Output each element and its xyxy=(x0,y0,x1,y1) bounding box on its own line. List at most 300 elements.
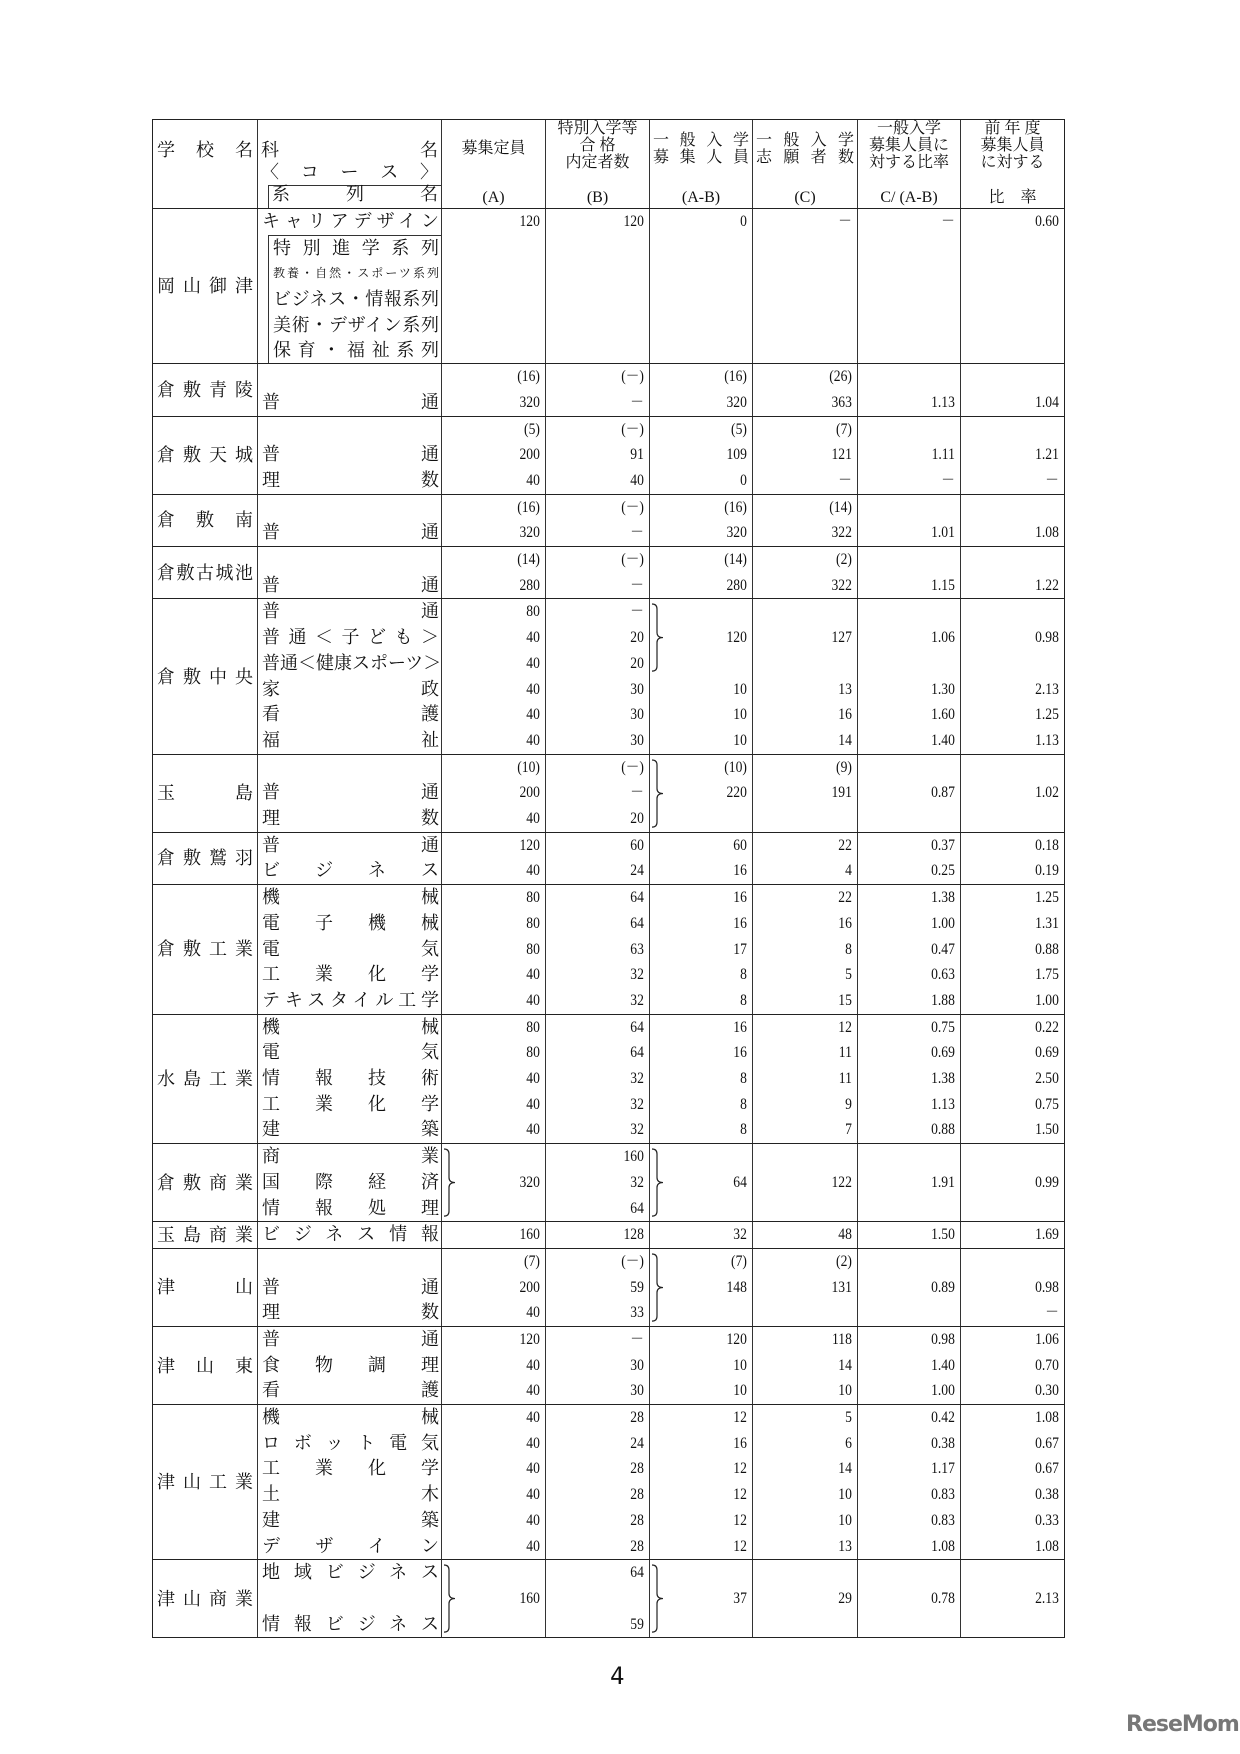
applicants-column xyxy=(752,1144,857,1221)
header-applicants xyxy=(752,120,857,208)
prev-ratio-value: 0.98 xyxy=(1035,629,1059,647)
special-admitted-value: 32 xyxy=(630,1070,644,1087)
prev-ratio-column xyxy=(960,1405,1064,1559)
capacity-value: 40 xyxy=(526,706,540,724)
special-admitted-value: 30 xyxy=(630,1382,644,1400)
capacity-value: 40 xyxy=(526,1486,540,1504)
ratio-value xyxy=(873,1249,960,1275)
applicants-value: 127 xyxy=(831,629,852,647)
special-admitted-value: 64 xyxy=(630,1044,644,1062)
ratio-value: 0.87 xyxy=(931,784,955,802)
school-group xyxy=(153,598,1064,753)
capacity-column xyxy=(441,1222,545,1248)
course-column xyxy=(257,1327,441,1404)
capacity-column xyxy=(441,364,545,415)
capacity-value: 40 xyxy=(526,966,540,984)
applicants-value: (2) xyxy=(836,551,852,569)
course-name: 家政 xyxy=(262,678,439,699)
applicants-value: － xyxy=(838,213,852,230)
capacity-value: 80 xyxy=(526,940,540,958)
capacity-value: 80 xyxy=(526,914,540,932)
general-capacity-value: 12 xyxy=(733,1409,747,1427)
general-capacity-value xyxy=(665,312,752,338)
special-admitted-value: 28 xyxy=(630,1537,644,1555)
brace-icon xyxy=(651,1253,667,1322)
course-name: 普通 xyxy=(262,574,439,595)
course-name: 建築 xyxy=(262,1509,439,1530)
ratio-value: 1.13 xyxy=(931,1095,955,1113)
capacity-value xyxy=(457,260,545,286)
prev-ratio-value xyxy=(976,1144,1064,1170)
header-general-capacity xyxy=(649,120,752,208)
special-admitted-value: － xyxy=(630,524,644,542)
school-name: 倉敷商業 xyxy=(157,1172,253,1193)
special-admitted-value: 28 xyxy=(630,1460,644,1478)
ratio-value xyxy=(873,1144,960,1170)
applicants-value: 16 xyxy=(838,706,852,724)
general-capacity-value: (16) xyxy=(724,498,747,516)
capacity-column xyxy=(441,833,545,884)
special-admitted-value: 128 xyxy=(623,1226,644,1244)
special-admitted-value xyxy=(561,260,649,286)
school-cell xyxy=(153,209,257,363)
ratio-column xyxy=(857,833,960,884)
header-b-code: (B) xyxy=(586,189,609,206)
course-column xyxy=(257,1560,441,1637)
applicants-value: 22 xyxy=(838,889,852,907)
prev-ratio-value: 0.67 xyxy=(1035,1460,1059,1478)
capacity-value: 40 xyxy=(526,471,540,489)
general-capacity-value: 12 xyxy=(733,1460,747,1478)
special-admitted-value: 60 xyxy=(630,836,644,854)
general-capacity-value xyxy=(665,1300,752,1326)
general-capacity-value xyxy=(665,599,752,625)
capacity-value: 80 xyxy=(526,889,540,907)
course-name xyxy=(258,1249,441,1275)
school-name: 津山 xyxy=(157,1277,253,1298)
ratio-value: 0.83 xyxy=(931,1511,955,1529)
course-name: 普通 xyxy=(262,444,439,465)
prev-ratio-value xyxy=(976,755,1064,781)
ratio-column xyxy=(857,547,960,598)
capacity-value: 40 xyxy=(526,1537,540,1555)
prev-ratio-value: 0.98 xyxy=(1035,1278,1059,1296)
ratio-value xyxy=(873,235,960,261)
special-admitted-value: 91 xyxy=(630,446,644,464)
ratio-column xyxy=(857,364,960,415)
capacity-value: 280 xyxy=(519,576,540,594)
capacity-value: 120 xyxy=(519,836,540,854)
course-name: 地域ビジネス xyxy=(262,1562,439,1583)
course-name: 工業化学 xyxy=(262,1458,439,1479)
general-capacity-column xyxy=(649,1015,752,1144)
prev-ratio-value xyxy=(976,417,1064,443)
capacity-value xyxy=(457,1196,545,1222)
applicants-value: 15 xyxy=(838,991,852,1009)
special-admitted-value: (－) xyxy=(621,368,644,386)
prev-ratio-value: 0.60 xyxy=(1035,213,1059,230)
general-capacity-value xyxy=(665,260,752,286)
general-capacity-value: 320 xyxy=(726,393,747,411)
general-capacity-value: 16 xyxy=(733,1018,747,1036)
applicants-value: (2) xyxy=(836,1252,852,1270)
course-column xyxy=(257,1222,441,1248)
school-group xyxy=(153,363,1064,415)
ratio-value: 1.08 xyxy=(931,1537,955,1555)
ratio-value: 0.37 xyxy=(931,836,955,854)
applicants-value: (9) xyxy=(836,758,852,776)
course-column xyxy=(257,599,441,753)
applicants-value: (14) xyxy=(829,498,852,516)
prev-ratio-value xyxy=(976,806,1064,832)
table-header xyxy=(153,120,1064,208)
applicants-value: 12 xyxy=(838,1018,852,1036)
school-name: 津山商業 xyxy=(157,1588,253,1609)
ratio-value xyxy=(873,495,960,521)
capacity-column xyxy=(441,885,545,1014)
prev-ratio-value: 0.69 xyxy=(1035,1044,1059,1062)
school-group xyxy=(153,1404,1064,1559)
general-capacity-value: 37 xyxy=(733,1589,747,1607)
general-capacity-value: 120 xyxy=(726,1331,747,1348)
general-capacity-value: 320 xyxy=(726,524,747,542)
admissions-table xyxy=(152,119,1065,1638)
capacity-value: 40 xyxy=(526,731,540,749)
general-capacity-value: 8 xyxy=(740,966,747,984)
school-name: 津山工業 xyxy=(157,1472,253,1493)
special-admitted-value: 32 xyxy=(630,1121,644,1139)
prev-ratio-value xyxy=(976,547,1064,573)
special-admitted-value: － xyxy=(630,393,644,411)
school-group xyxy=(153,884,1064,1014)
school-group xyxy=(153,1248,1064,1326)
course-name: ビジネス・情報系列 xyxy=(268,287,441,313)
applicants-value xyxy=(769,312,857,338)
applicants-value: 22 xyxy=(838,836,852,854)
special-admitted-column xyxy=(545,833,649,884)
applicants-value xyxy=(769,286,857,312)
special-admitted-value: 59 xyxy=(630,1278,644,1296)
course-name: 美術・デザイン系列 xyxy=(268,313,441,339)
course-name: 普通 xyxy=(262,391,439,412)
special-admitted-value xyxy=(561,312,649,338)
prev-ratio-value: 1.13 xyxy=(1035,731,1059,749)
prev-ratio-value: 2.13 xyxy=(1035,680,1059,698)
applicants-value: 10 xyxy=(838,1511,852,1529)
capacity-value: (16) xyxy=(517,368,540,386)
course-column xyxy=(257,417,441,494)
special-admitted-column xyxy=(545,547,649,598)
ratio-value: 1.40 xyxy=(931,1356,955,1374)
prev-ratio-value: 1.06 xyxy=(1035,1331,1059,1348)
applicants-value: 48 xyxy=(838,1226,852,1244)
course-name: 情報技術 xyxy=(262,1068,439,1088)
ratio-column xyxy=(857,1405,960,1559)
prev-ratio-value: 0.75 xyxy=(1035,1095,1059,1113)
general-capacity-column xyxy=(649,417,752,494)
general-capacity-value: 0 xyxy=(740,471,747,489)
special-admitted-value: 28 xyxy=(630,1486,644,1504)
capacity-value: 320 xyxy=(519,524,540,542)
special-admitted-value: (－) xyxy=(621,758,644,776)
course-column xyxy=(257,364,441,415)
capacity-value xyxy=(457,337,545,363)
course-name: 特別進学系列 xyxy=(268,235,441,262)
ratio-value xyxy=(873,651,960,677)
general-capacity-value: 16 xyxy=(733,914,747,932)
prev-ratio-value: 1.21 xyxy=(1035,446,1059,464)
general-capacity-column xyxy=(649,495,752,546)
ratio-value: 0.47 xyxy=(931,940,955,958)
school-cell xyxy=(153,1144,257,1221)
ratio-value: 0.98 xyxy=(931,1331,955,1348)
course-name: 普通 xyxy=(262,522,439,543)
prev-ratio-value: 1.02 xyxy=(1035,784,1059,802)
capacity-value xyxy=(457,312,545,338)
header-prev-line: に対する xyxy=(980,154,1045,171)
applicants-value: 118 xyxy=(832,1331,852,1348)
special-admitted-value: 30 xyxy=(630,1356,644,1374)
school-cell xyxy=(153,599,257,753)
brace-icon xyxy=(443,1564,459,1633)
applicants-value: － xyxy=(838,471,852,489)
capacity-value: 40 xyxy=(526,654,540,672)
applicants-column xyxy=(752,833,857,884)
prev-ratio-value: 0.38 xyxy=(1035,1486,1059,1504)
general-capacity-value: 10 xyxy=(733,680,747,698)
school-name: 倉敷工業 xyxy=(157,939,253,960)
general-capacity-value xyxy=(665,286,752,312)
applicants-column xyxy=(752,1222,857,1248)
ratio-value: 0.38 xyxy=(931,1434,955,1452)
prev-ratio-value: － xyxy=(1045,1304,1059,1322)
special-admitted-value: 30 xyxy=(630,731,644,749)
applicants-value: 7 xyxy=(845,1121,852,1139)
general-capacity-value xyxy=(665,337,752,363)
capacity-value: 40 xyxy=(526,629,540,647)
ratio-column xyxy=(857,1560,960,1637)
prev-ratio-value: 0.88 xyxy=(1035,940,1059,958)
header-ratio-line: 一般入学 xyxy=(876,120,941,137)
capacity-value: 320 xyxy=(519,1173,540,1191)
prev-ratio-value: 0.67 xyxy=(1035,1434,1059,1452)
general-capacity-value: (16) xyxy=(724,368,747,386)
general-capacity-value: 120 xyxy=(726,629,747,647)
course-column xyxy=(257,495,441,546)
header-course-name: 科 名 xyxy=(261,140,438,160)
ratio-value: 1.38 xyxy=(931,889,955,907)
course-column xyxy=(257,1144,441,1221)
school-name: 倉敷古城池 xyxy=(157,562,253,583)
general-capacity-value: 8 xyxy=(740,1095,747,1113)
general-capacity-value: 280 xyxy=(726,576,747,594)
course-name: 建築 xyxy=(262,1119,439,1140)
special-admitted-value: 30 xyxy=(630,680,644,698)
special-admitted-value xyxy=(561,337,649,363)
special-admitted-value: (－) xyxy=(621,498,644,516)
special-admitted-column xyxy=(545,755,649,832)
prev-ratio-value: 0.30 xyxy=(1035,1382,1059,1400)
header-b-line: 特別入学等 xyxy=(557,120,638,137)
school-name: 津山東 xyxy=(157,1355,253,1376)
school-group xyxy=(153,1014,1064,1144)
general-capacity-value: (10) xyxy=(724,758,747,776)
header-course-sub: 〈 コ ー ス 〉 xyxy=(261,162,438,182)
capacity-column xyxy=(441,755,545,832)
school-name: 倉敷天城 xyxy=(157,445,253,466)
prev-ratio-value: 1.69 xyxy=(1035,1226,1059,1244)
prev-ratio-value: 1.00 xyxy=(1035,991,1059,1009)
ratio-value: 1.00 xyxy=(931,1382,955,1400)
general-capacity-value: 60 xyxy=(733,836,747,854)
capacity-column xyxy=(441,1015,545,1144)
course-name: 教養・自然・スポーツ系列 xyxy=(268,261,441,287)
prev-ratio-value xyxy=(976,286,1064,312)
header-special-admitted xyxy=(545,120,649,208)
school-cell xyxy=(153,1249,257,1326)
general-capacity-column xyxy=(649,885,752,1014)
special-admitted-value: 32 xyxy=(630,991,644,1009)
special-admitted-column xyxy=(545,1405,649,1559)
ratio-value: 0.63 xyxy=(931,966,955,984)
prev-ratio-value: 0.33 xyxy=(1035,1511,1059,1529)
prev-ratio-value: 0.70 xyxy=(1035,1356,1059,1374)
special-admitted-column xyxy=(545,1222,649,1248)
school-cell xyxy=(153,1015,257,1144)
special-admitted-value: 64 xyxy=(630,1564,644,1582)
applicants-column xyxy=(752,885,857,1014)
general-capacity-value: 17 xyxy=(733,940,747,958)
ratio-column xyxy=(857,495,960,546)
ratio-column xyxy=(857,1327,960,1404)
capacity-value: 40 xyxy=(526,810,540,828)
school-cell xyxy=(153,885,257,1014)
applicants-value: (7) xyxy=(836,420,852,438)
special-admitted-value: 120 xyxy=(623,213,644,230)
ratio-column xyxy=(857,209,960,363)
header-b-line: 合 格 xyxy=(579,137,616,154)
course-name: 普通 xyxy=(262,1329,439,1349)
applicants-value: 14 xyxy=(838,1356,852,1374)
school-group xyxy=(153,1221,1064,1248)
school-cell xyxy=(153,417,257,494)
applicants-value: 11 xyxy=(838,1070,852,1087)
capacity-column xyxy=(441,209,545,363)
prev-ratio-column xyxy=(960,495,1064,546)
course-name: 工業化学 xyxy=(262,1093,439,1114)
course-column xyxy=(257,833,441,884)
course-name: 情報ビジネス xyxy=(262,1613,439,1634)
special-admitted-value: 40 xyxy=(630,471,644,489)
general-capacity-value xyxy=(665,1560,752,1586)
school-group xyxy=(153,754,1064,832)
general-capacity-value: 64 xyxy=(733,1173,747,1191)
course-name: 電気 xyxy=(262,1042,439,1063)
prev-ratio-value xyxy=(976,495,1064,521)
prev-ratio-column xyxy=(960,209,1064,363)
applicants-value: 122 xyxy=(831,1173,852,1191)
prev-ratio-value: 0.22 xyxy=(1035,1018,1059,1036)
ratio-value xyxy=(873,1612,960,1638)
applicants-value: 322 xyxy=(831,524,852,542)
special-admitted-value: 24 xyxy=(630,1434,644,1452)
general-capacity-value: 8 xyxy=(740,1121,747,1139)
school-name: 岡山御津 xyxy=(157,276,253,297)
course-name: 看護 xyxy=(262,704,439,725)
course-name xyxy=(258,755,441,781)
school-group xyxy=(153,208,1064,363)
prev-ratio-value xyxy=(976,260,1064,286)
applicants-value: 14 xyxy=(838,1460,852,1478)
special-admitted-value: 160 xyxy=(623,1148,644,1166)
applicants-value: 363 xyxy=(831,393,852,411)
prev-ratio-column xyxy=(960,1144,1064,1221)
prev-ratio-column xyxy=(960,1327,1064,1404)
special-admitted-value: 33 xyxy=(630,1304,644,1322)
general-capacity-column xyxy=(649,1327,752,1404)
prev-ratio-value: 1.50 xyxy=(1035,1121,1059,1139)
school-name: 玉島 xyxy=(157,783,253,804)
prev-ratio-column xyxy=(960,885,1064,1014)
course-name: 普通＜健康スポーツ＞ xyxy=(262,652,442,673)
ratio-value xyxy=(873,337,960,363)
general-capacity-value: (14) xyxy=(724,551,747,569)
school-name: 水島工業 xyxy=(157,1068,253,1089)
special-admitted-value: (－) xyxy=(621,420,644,438)
general-capacity-value: 16 xyxy=(733,1044,747,1062)
ratio-value: 1.88 xyxy=(931,991,955,1009)
course-name: 普通 xyxy=(262,601,439,622)
course-column xyxy=(257,755,441,832)
brace-icon xyxy=(443,1148,459,1217)
header-school-label: 学 校 名 xyxy=(157,140,253,160)
course-name xyxy=(258,1586,441,1612)
course-column xyxy=(257,1015,441,1144)
general-capacity-value xyxy=(665,1144,752,1170)
course-column xyxy=(257,209,441,363)
applicants-column xyxy=(752,1405,857,1559)
special-admitted-value: － xyxy=(630,1331,644,1348)
prev-ratio-value: 0.18 xyxy=(1035,836,1059,854)
general-capacity-value: 10 xyxy=(733,731,747,749)
special-admitted-value: － xyxy=(630,784,644,802)
prev-ratio-column xyxy=(960,547,1064,598)
course-name: ロボット電気 xyxy=(262,1432,439,1453)
ratio-value xyxy=(873,806,960,832)
special-admitted-column xyxy=(545,209,649,363)
capacity-value: 200 xyxy=(519,446,540,464)
capacity-column xyxy=(441,599,545,753)
course-name: 理数 xyxy=(262,469,439,490)
applicants-column xyxy=(752,1327,857,1404)
capacity-value: 40 xyxy=(526,1121,540,1139)
ratio-value: 0.89 xyxy=(931,1278,955,1296)
capacity-value: (14) xyxy=(517,551,540,569)
general-capacity-column xyxy=(649,833,752,884)
course-name: 保育・福祉系列 xyxy=(268,338,441,364)
ratio-value xyxy=(873,260,960,286)
capacity-value: 40 xyxy=(526,1304,540,1322)
course-name xyxy=(258,547,441,573)
applicants-value: 10 xyxy=(838,1382,852,1400)
general-capacity-column xyxy=(649,547,752,598)
general-capacity-value: 148 xyxy=(726,1278,747,1296)
course-column xyxy=(257,547,441,598)
special-admitted-value: 20 xyxy=(630,629,644,647)
course-name: 普通 xyxy=(262,834,439,855)
capacity-value: (7) xyxy=(524,1252,540,1270)
general-capacity-value: 10 xyxy=(733,706,747,724)
